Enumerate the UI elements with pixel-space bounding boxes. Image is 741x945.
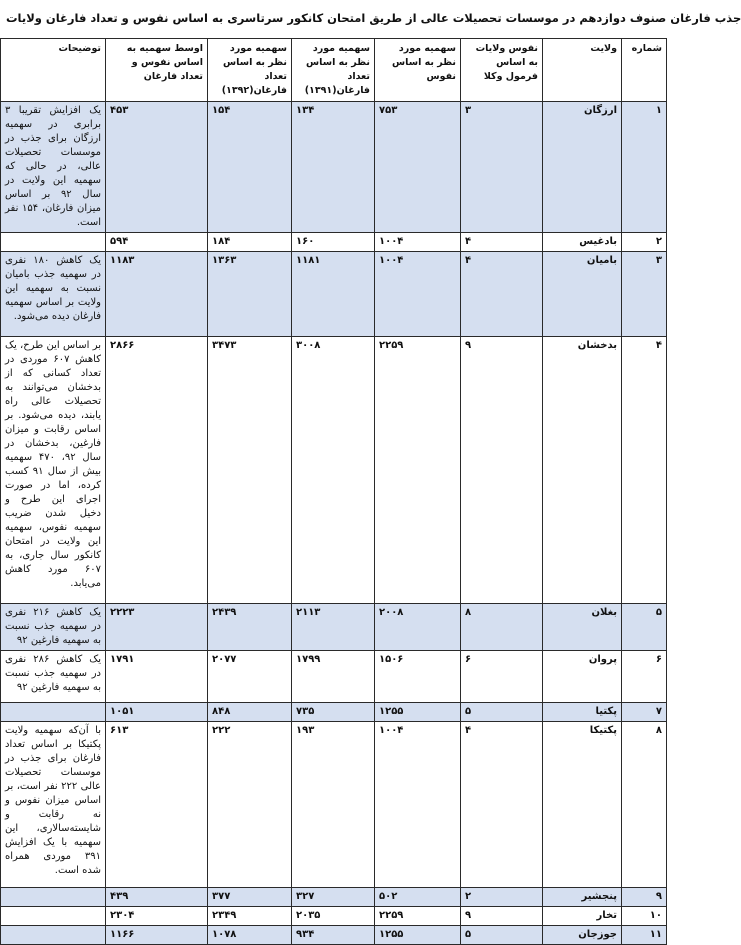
quota-1392-value: ۲۳۴۹ <box>208 907 292 926</box>
seats-value: ۳ <box>461 102 543 233</box>
quota-average-value: ۱۷۹۱ <box>106 651 208 703</box>
province-name: ارزگان <box>543 102 622 233</box>
quota-1391-value: ۲۱۱۳ <box>292 604 375 651</box>
quota-1392-value: ۱۵۴ <box>208 102 292 233</box>
header-notes: توضیحات <box>1 39 106 102</box>
quota-1392-value: ۱۰۷۸ <box>208 926 292 945</box>
quota-1391-value: ۱۳۴ <box>292 102 375 233</box>
seats-value: ۹ <box>461 337 543 604</box>
seats-value: ۴ <box>461 722 543 888</box>
row-number: ۲ <box>622 233 667 252</box>
quota-1391-value: ۳۰۰۸ <box>292 337 375 604</box>
quota-1392-value: ۸۴۸ <box>208 703 292 722</box>
quota-average-value: ۱۱۸۳ <box>106 252 208 337</box>
seats-value: ۸ <box>461 604 543 651</box>
quota-population-value: ۲۰۰۸ <box>375 604 461 651</box>
province-name: بامیان <box>543 252 622 337</box>
quota-1392-value: ۱۸۴ <box>208 233 292 252</box>
quota-1391-value: ۱۷۹۹ <box>292 651 375 703</box>
seats-value: ۴ <box>461 252 543 337</box>
header-seats-formula: نفوس ولایات به اساس فرمول وکلا <box>461 39 543 102</box>
quota-population-value: ۵۰۲ <box>375 888 461 907</box>
quota-average-value: ۱۱۶۶ <box>106 926 208 945</box>
quota-average-value: ۴۵۳ <box>106 102 208 233</box>
note-text: با آن‌که سهمیه ولایت پکتیکا بر اساس تعداد فارغان برای جذب در موسسات تحصیلات عالی ۲۲۲ نفر است، بر اساس میزان نفوس و نه رقابت و شایسته‌سالاری، این سهمیه با یک افزایش ۳۹۱ موردی همراه شده است. <box>1 722 106 888</box>
note-text: یک کاهش ۱۸۰ نفری در سهمیه جذب بامیان نسبت به سهمیه این ولایت بر اساس سهمیه فارغان دیده می‌شود. <box>1 252 106 337</box>
header-province: ولایت <box>543 39 622 102</box>
header-quota-grads-1391: سهمیه مورد نظر به اساس تعداد فارغان(۱۳۹۱) <box>292 39 375 102</box>
note-text <box>1 926 106 945</box>
document-title: جذب فارغان صنوف دوازدهم در موسسات تحصیلات عالی از طریق امتحان کانکور سرتاسری به اساس نفوس و تعداد فارغان ولایات <box>6 11 741 25</box>
quota-population-value: ۲۲۵۹ <box>375 337 461 604</box>
quota-population-value: ۱۵۰۶ <box>375 651 461 703</box>
row-number: ۵ <box>622 604 667 651</box>
province-name: بغلان <box>543 604 622 651</box>
row-number: ۹ <box>622 888 667 907</box>
quota-average-value: ۶۱۳ <box>106 722 208 888</box>
seats-value: ۴ <box>461 233 543 252</box>
table-row <box>1 926 667 945</box>
quota-average-value: ۴۳۹ <box>106 888 208 907</box>
table-row <box>1 722 667 888</box>
seats-value: ۹ <box>461 907 543 926</box>
table-row <box>1 102 667 233</box>
province-name: پنجشیر <box>543 888 622 907</box>
table-row <box>1 233 667 252</box>
quota-1391-value: ۳۲۷ <box>292 888 375 907</box>
header-number: شماره <box>622 39 667 102</box>
quota-1392-value: ۳۷۷ <box>208 888 292 907</box>
quota-population-value: ۱۲۵۵ <box>375 926 461 945</box>
row-number: ۷ <box>622 703 667 722</box>
quota-average-value: ۲۳۰۴ <box>106 907 208 926</box>
note-text <box>1 888 106 907</box>
note-text: یک افزایش تقریبا ۳ برابری در سهمیه ارزگان برای جذب در موسسات تحصیلات عالی، در حالی که سهمیه این ولایت در سال ۹۲ بر اساس میزان فارغان، ۱۵۴ نفر است. <box>1 102 106 233</box>
header-row <box>1 39 667 102</box>
seats-value: ۵ <box>461 703 543 722</box>
quota-average-value: ۲۲۲۳ <box>106 604 208 651</box>
quota-population-value: ۱۲۵۵ <box>375 703 461 722</box>
quota-1392-value: ۲۰۷۷ <box>208 651 292 703</box>
quota-population-value: ۱۰۰۴ <box>375 233 461 252</box>
row-number: ۴ <box>622 337 667 604</box>
quota-1391-value: ۱۱۸۱ <box>292 252 375 337</box>
note-text <box>1 703 106 722</box>
row-number: ۱۱ <box>622 926 667 945</box>
table-row <box>1 703 667 722</box>
header-quota-average: اوسط سهمیه به اساس نفوس و تعداد فارغان <box>106 39 208 102</box>
quota-1391-value: ۷۳۵ <box>292 703 375 722</box>
quota-population-value: ۱۰۰۴ <box>375 722 461 888</box>
quota-1391-value: ۹۳۴ <box>292 926 375 945</box>
quota-1392-value: ۱۳۶۳ <box>208 252 292 337</box>
table-row <box>1 651 667 703</box>
quota-average-value: ۲۸۶۶ <box>106 337 208 604</box>
quota-1392-value: ۲۴۳۹ <box>208 604 292 651</box>
quota-population-value: ۱۰۰۴ <box>375 252 461 337</box>
province-name: پروان <box>543 651 622 703</box>
quota-population-value: ۷۵۳ <box>375 102 461 233</box>
note-text: بر اساس این طرح، یک کاهش ۶۰۷ موردی در تعداد کسانی که از بدخشان می‌توانند به تحصیلات عالی راه یابند، دیده می‌شود. بر اساس رقابت و میزان فارغین، بدخشان در سال ۹۲، ۴۷۰ سهمیه بیش از سال ۹۱ کسب کرده، اما در صورت اجرای این طرح و دخیل شدن ضریب سهمیه نفوس، سهمیه این ولایت در امتحان کانکور سال جاری، به ۶۰۷ مورد کاهش می‌یابد. <box>1 337 106 604</box>
quota-1391-value: ۲۰۳۵ <box>292 907 375 926</box>
province-name: جوزجان <box>543 926 622 945</box>
row-number: ۱ <box>622 102 667 233</box>
header-quota-grads-1392: سهمیه مورد نظر به اساس تعداد فارغان(۱۳۹۲) <box>208 39 292 102</box>
note-text: یک کاهش ۲۱۶ نفری در سهمیه جذب نسبت به سهمیه فارغین ۹۲ <box>1 604 106 651</box>
quota-average-value: ۱۰۵۱ <box>106 703 208 722</box>
row-number: ۶ <box>622 651 667 703</box>
table-row <box>1 604 667 651</box>
table-row <box>1 907 667 926</box>
province-name: تخار <box>543 907 622 926</box>
seats-value: ۲ <box>461 888 543 907</box>
table-row <box>1 337 667 604</box>
table-row <box>1 888 667 907</box>
quota-1391-value: ۱۶۰ <box>292 233 375 252</box>
quota-population-value: ۲۲۵۹ <box>375 907 461 926</box>
province-quota-table <box>0 38 667 945</box>
province-name: پکتیکا <box>543 722 622 888</box>
seats-value: ۵ <box>461 926 543 945</box>
row-number: ۱۰ <box>622 907 667 926</box>
table-row <box>1 252 667 337</box>
quota-1392-value: ۳۴۷۳ <box>208 337 292 604</box>
province-name: پکتیا <box>543 703 622 722</box>
row-number: ۳ <box>622 252 667 337</box>
quota-average-value: ۵۹۴ <box>106 233 208 252</box>
note-text <box>1 907 106 926</box>
seats-value: ۶ <box>461 651 543 703</box>
province-name: بادغیس <box>543 233 622 252</box>
quota-1392-value: ۲۲۲ <box>208 722 292 888</box>
province-name: بدخشان <box>543 337 622 604</box>
note-text: یک کاهش ۲۸۶ نفری در سهمیه جذب نسبت به سهمیه فارغین ۹۲ <box>1 651 106 703</box>
note-text <box>1 233 106 252</box>
header-quota-population: سهمیه مورد نظر به اساس نفوس <box>375 39 461 102</box>
quota-1391-value: ۱۹۳ <box>292 722 375 888</box>
row-number: ۸ <box>622 722 667 888</box>
